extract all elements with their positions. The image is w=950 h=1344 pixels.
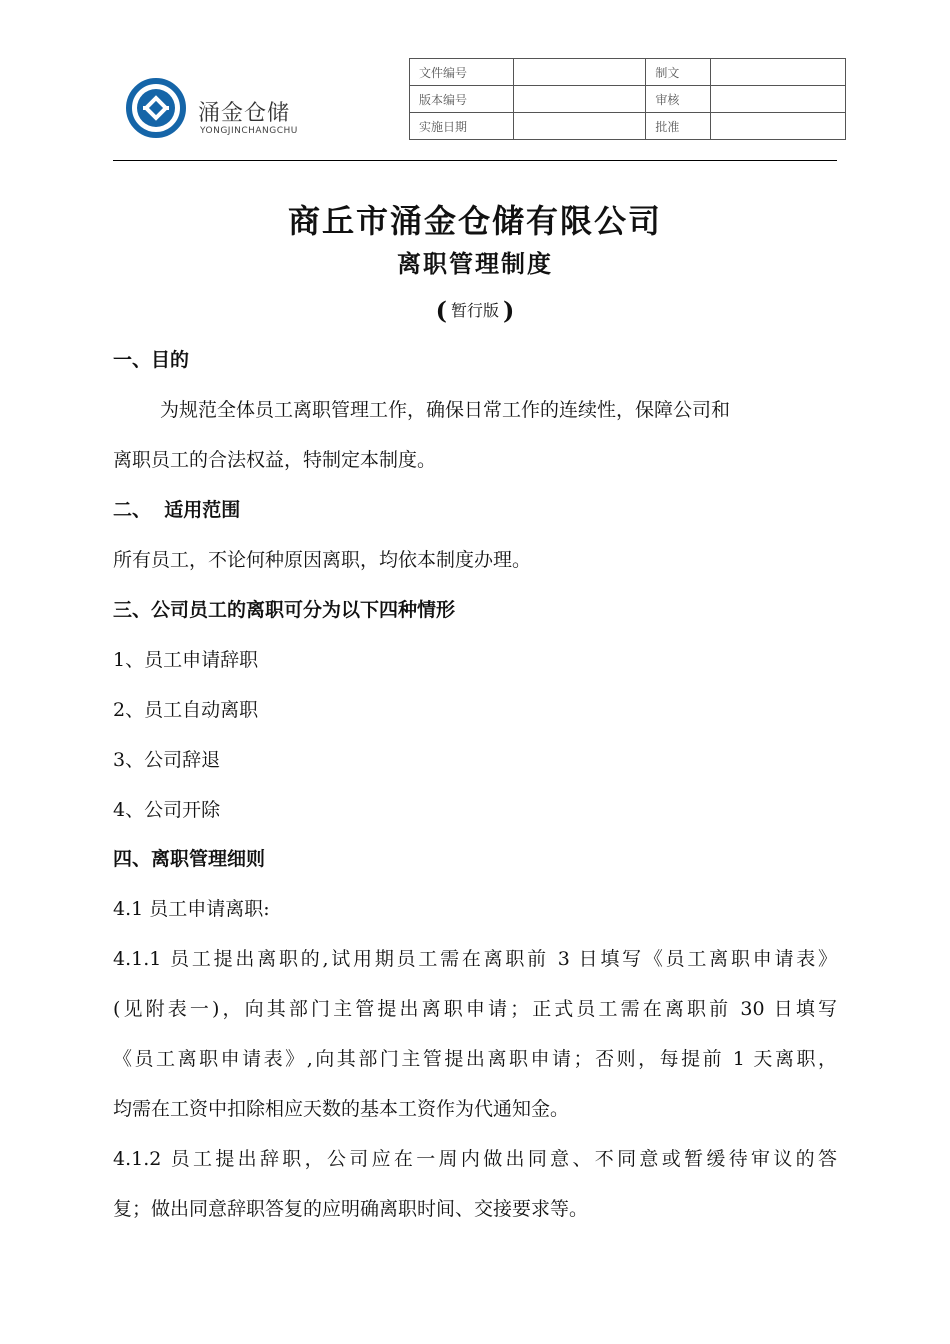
approved-by-value: [711, 113, 846, 140]
file-number-label: 文件编号: [410, 59, 514, 86]
version-number-value: [513, 86, 646, 113]
section-heading-types: 三、公司员工的离职可分为以下四种情形: [113, 599, 456, 621]
version-number-label: 版本编号: [410, 86, 514, 113]
section-heading-scope: 二、 适用范围: [113, 499, 241, 521]
drafted-by-label: 制文: [646, 59, 711, 86]
paragraph-line: 为规范全体员工离职管理工作，确保日常工作的连续性，保障公司和: [160, 399, 731, 421]
document-info-table: [409, 58, 846, 140]
paragraph-line: 均需在工资中扣除相应天数的基本工资作为代通知金。: [113, 1098, 570, 1120]
paragraph-line: 复；做出同意辞职答复的应明确离职时间、交接要求等。: [113, 1198, 589, 1220]
paragraph-line: 所有员工，不论何种原因离职，均依本制度办理。: [113, 549, 532, 571]
table-row: [410, 113, 846, 140]
effective-date-value: [513, 113, 646, 140]
logo-company-name-en: YONGJINCHANGCHU: [200, 126, 298, 136]
list-item: 2、员工自动离职: [113, 699, 259, 721]
reviewed-by-value: [711, 86, 846, 113]
reviewed-by-label: 审核: [646, 86, 711, 113]
edition-close-paren: ): [503, 296, 515, 325]
list-item: 1、员工申请辞职: [113, 649, 259, 671]
subsection-heading: 4.1 员工申请离职:: [113, 898, 270, 920]
file-number-value: [513, 59, 646, 86]
paragraph-line: 离职员工的合法权益，特制定本制度。: [113, 449, 437, 471]
table-row: [410, 59, 846, 86]
edition-note: [0, 296, 950, 325]
paragraph-line: (见附表一)，向其部门主管提出离职申请；正式员工需在离职前 30 日填写: [113, 998, 837, 1020]
logo-company-name-cn: 涌金仓储: [198, 101, 291, 126]
document-subtitle: 离职管理制度: [397, 249, 553, 278]
company-logo-icon: [126, 78, 186, 138]
table-row: [410, 86, 846, 113]
list-item: 4、公司开除: [113, 799, 221, 821]
paragraph-line: 4.1.1 员工提出离职的,试用期员工需在离职前 3 日填写《员工离职申请表》: [113, 948, 837, 970]
list-item: 3、公司辞退: [113, 749, 221, 771]
section-heading-purpose: 一、目的: [113, 349, 190, 371]
section-heading-rules: 四、离职管理细则: [113, 848, 266, 870]
edition-label: 暂行版: [450, 301, 499, 320]
paragraph-line: 《员工离职申请表》,向其部门主管提出离职申请；否则，每提前 1 天离职，: [113, 1048, 837, 1070]
edition-open-paren: (: [435, 296, 447, 325]
approved-by-label: 批准: [646, 113, 711, 140]
effective-date-label: 实施日期: [410, 113, 514, 140]
drafted-by-value: [711, 59, 846, 86]
header-divider: [113, 160, 837, 161]
paragraph-line: 4.1.2 员工提出辞职，公司应在一周内做出同意、不同意或暂缓待审议的答: [113, 1148, 837, 1170]
document-title: 商丘市涌金仓储有限公司: [287, 202, 662, 240]
company-logo: [126, 78, 316, 142]
